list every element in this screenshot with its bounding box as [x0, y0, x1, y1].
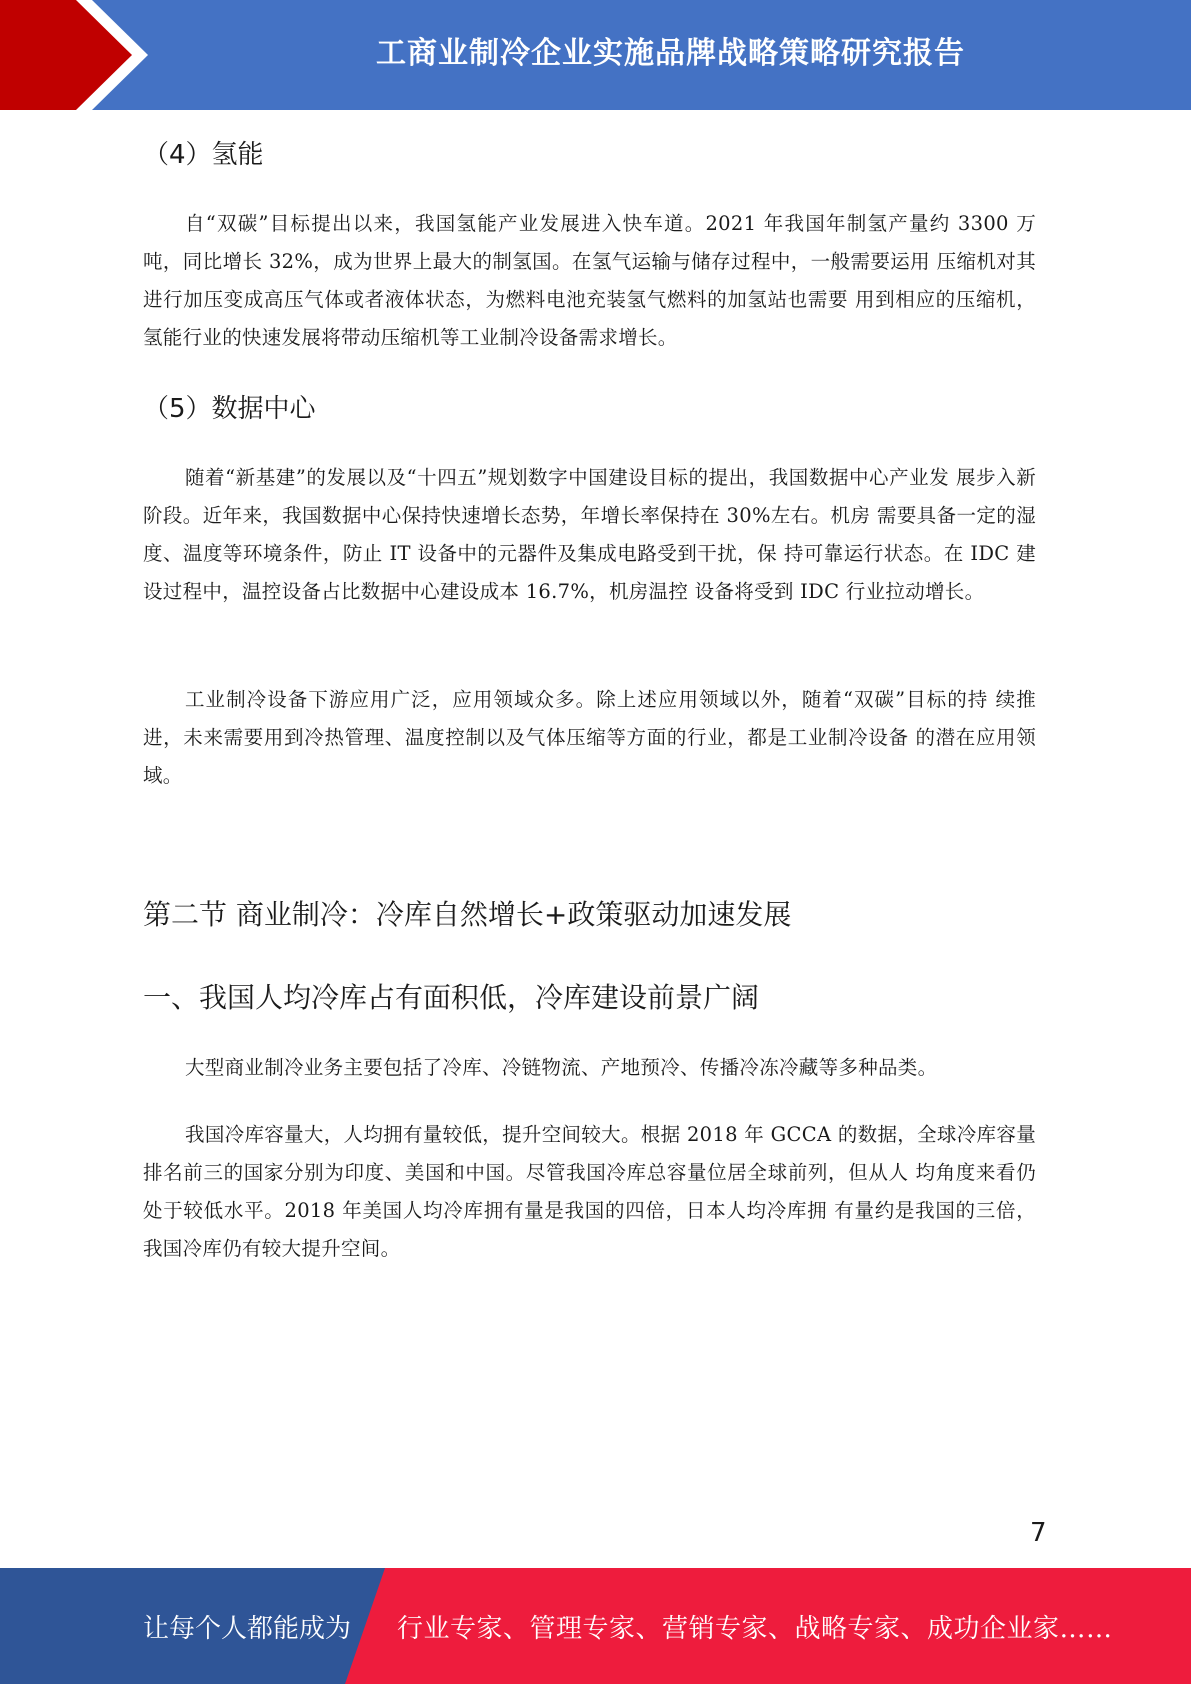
paragraph-summary: 工业制冷设备下游应用广泛，应用领域众多。除上述应用领域以外，随着“双碳”目标的持 续推进，未来需要用到冷热管理、温度控制以及气体压缩等方面的行业，都是工业制冷设备 的潜在应用领域。 [143, 688, 1036, 787]
paragraph-datacenter: 随着“新基建”的发展以及“十四五”规划数字中国建设目标的提出，我国数据中心产业发 展步入新阶段。近年来，我国数据中心保持快速增长态势，年增长率保持在 30%左右。机房 需要具备一定的湿度、温度等环境条件，防止 IT 设备中的元器件及集成电路受到干扰，保 持可靠运行状态。在 IDC 建设过程中，温控设备占比数据中心建设成本 16.7%，机房温控 设备将受到 IDC 行业拉动增长。 [143, 466, 1036, 603]
paragraph-cold-storage-detail: 我国冷库容量大，人均拥有量较低，提升空间较大。根据 2018 年 GCCA 的数据，全球冷库容量排名前三的国家分别为印度、美国和中国。尽管我国冷库总容量位居全球前列，但从人 均角度来看仍处于较低水平。2018 年美国人均冷库拥有量是我国的四倍，日本人均冷库拥 有量约是我国的三倍，我国冷库仍有较大提升空间。 [143, 1123, 1036, 1260]
page-number: 7 [1030, 1518, 1047, 1548]
section-heading-commercial: 第二节 商业制冷：冷库自然增长+政策驱动加速发展 [143, 898, 792, 931]
paragraph-hydrogen: 自“双碳”目标提出以来，我国氢能产业发展进入快车道。2021 年我国年制氢产量约 3300 万吨，同比增长 32%，成为世界上最大的制氢国。在氢气运输与储存过程中，一般需要运用 压缩机对其进行加压变成高压气体或者液体状态，为燃料电池充装氢气燃料的加氢站也需要 用到相应的压缩机，氢能行业的快速发展将带动压缩机等工业制冷设备需求增长。 [143, 212, 1036, 349]
report-title: 工商业制冷企业实施品牌战略策略研究报告 [376, 36, 965, 71]
footer-slogan-right: 行业专家、管理专家、营销专家、战略专家、成功企业家…… [397, 1613, 1113, 1644]
footer-banner [0, 1568, 1191, 1684]
paragraph-cold-storage-intro: 大型商业制冷业务主要包括了冷库、冷链物流、产地预冷、传播冷冻冷藏等多种品类。 [185, 1056, 938, 1079]
header-bar [0, 0, 1191, 110]
heading-hydrogen: （4）氢能 [143, 140, 264, 170]
header-arrow-icon [0, 0, 160, 110]
part-heading-cold-storage: 一、我国人均冷库占有面积低，冷库建设前景广阔 [143, 981, 760, 1014]
footer-slogan-left: 让每个人都能成为 [143, 1613, 352, 1644]
heading-datacenter: （5）数据中心 [143, 394, 316, 424]
